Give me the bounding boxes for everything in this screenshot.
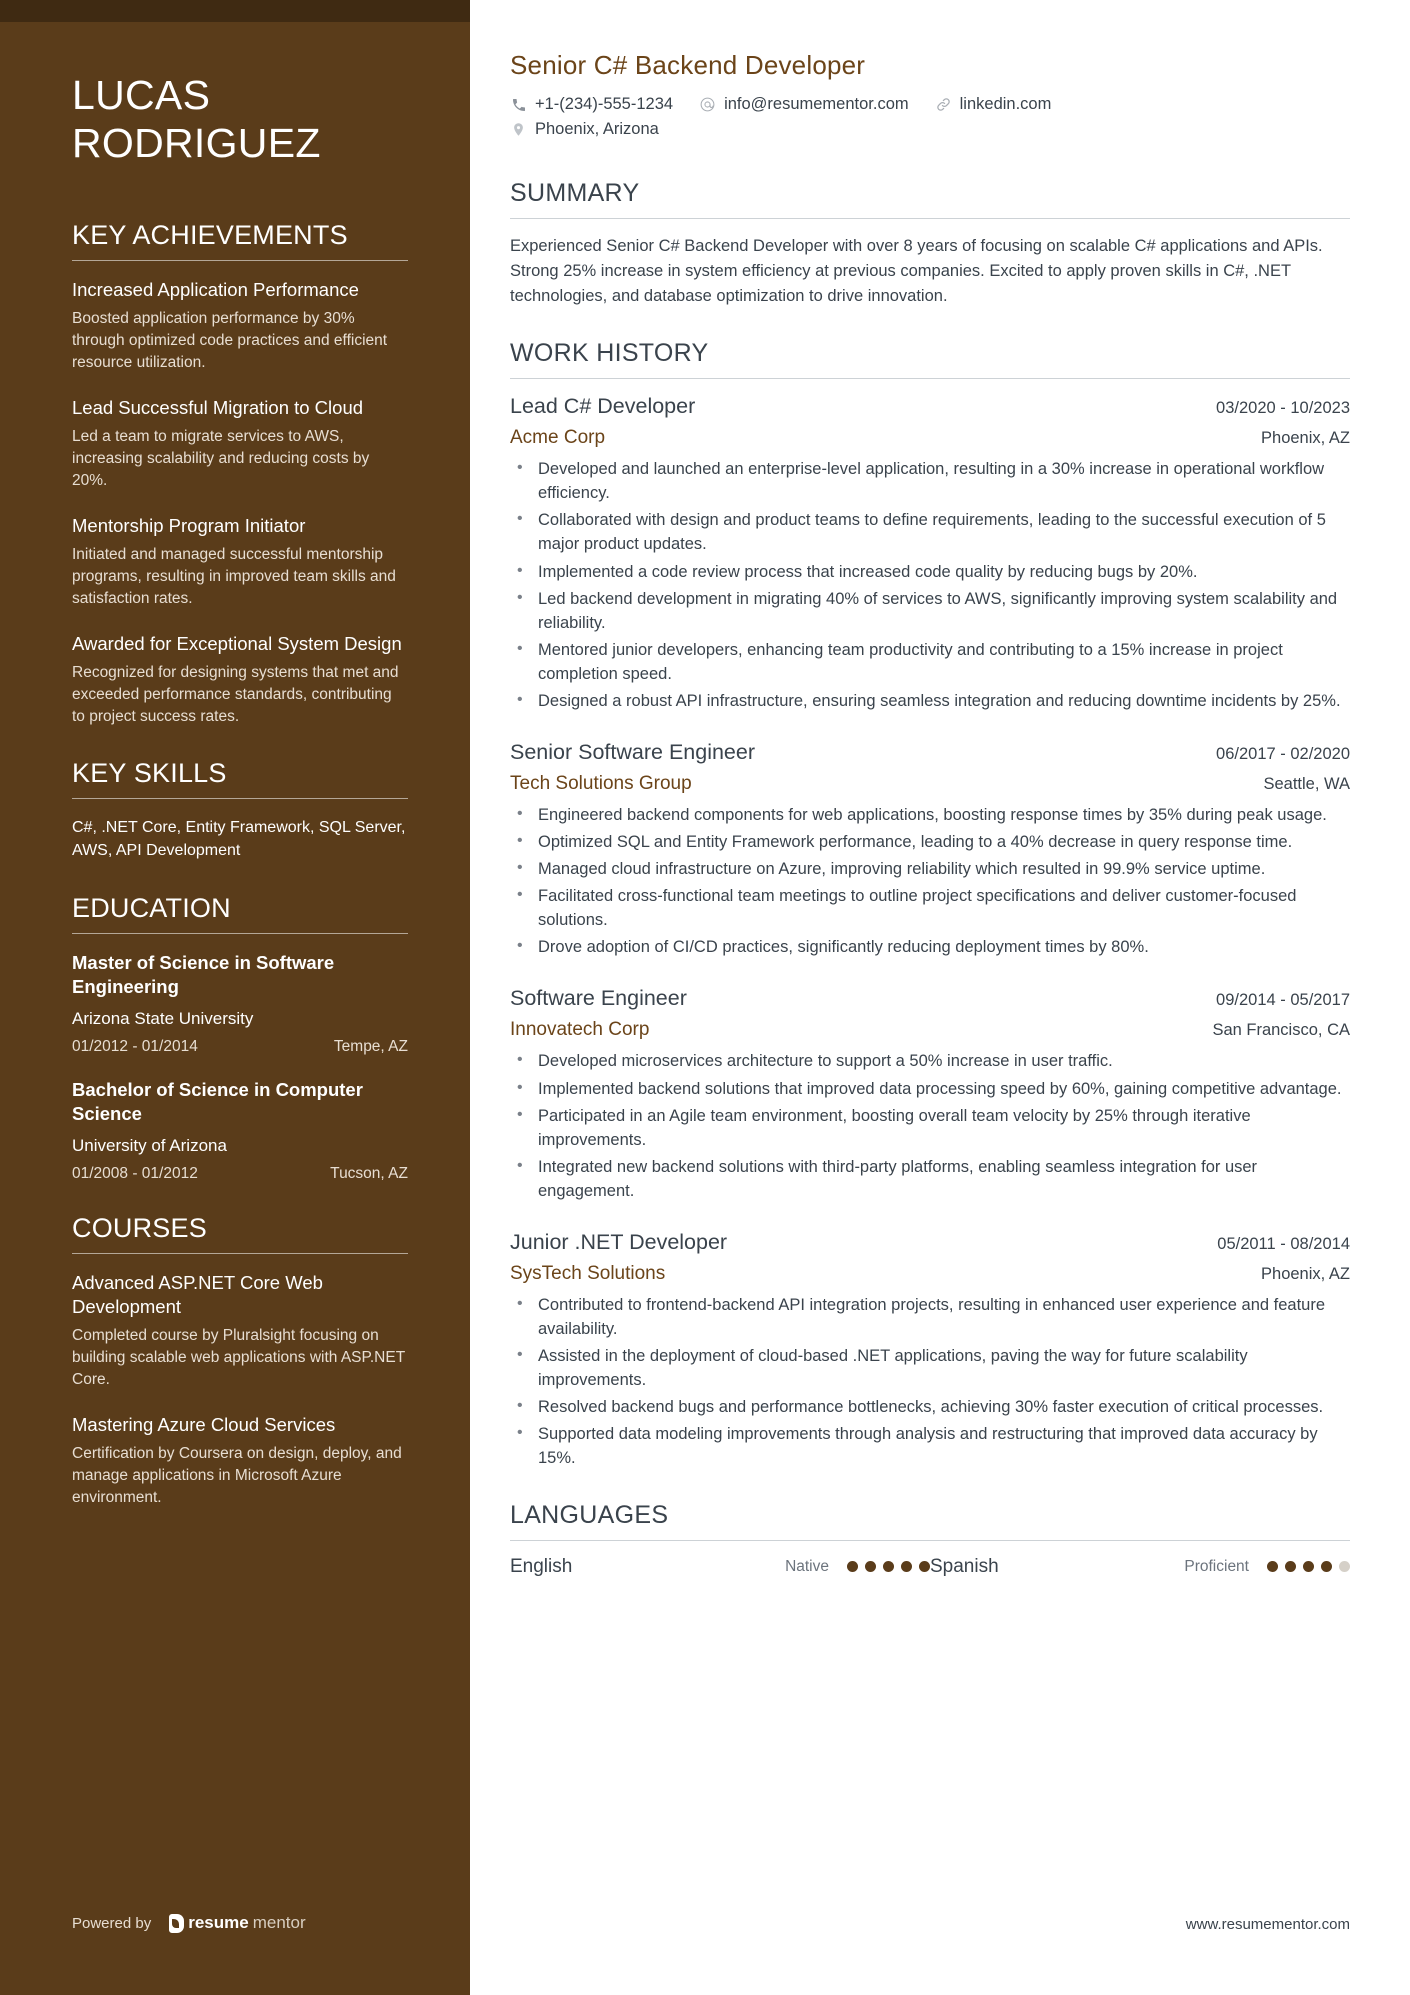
rating-dot (1285, 1561, 1296, 1572)
education-location: Tempe, AZ (333, 1037, 408, 1055)
education-item (72, 1078, 408, 1183)
contact-phone-text: +1-(234)-555-1234 (535, 95, 674, 113)
contact-link-text: linkedin.com (959, 95, 1052, 113)
contact-email[interactable] (699, 95, 909, 114)
rating-dot (847, 1561, 858, 1572)
job-bullet: • Optimized SQL and Entity Framework performance, leading to a 40% decrease in query response time. (510, 830, 1350, 854)
job-bullet: • Managed cloud infrastructure on Azure, improving reliability which resulted in 99.9% service uptime. (510, 857, 1350, 881)
at-icon (699, 96, 716, 113)
achievement-description: Initiated and managed successful mentorship programs, resulting in improved team skills and satisfaction rates. (72, 546, 396, 608)
job-bullet: • Engineered backend components for web applications, boosting response times by 35% during peak usage. (510, 803, 1350, 827)
achievement-item (72, 278, 408, 374)
job-bullet: • Designed a robust API infrastructure, ensuring seamless integration and reducing downtime incidents by 25%. (510, 689, 1350, 713)
rating-dot (865, 1561, 876, 1572)
headline-job-title: Senior C# Backend Developer (510, 50, 866, 80)
rating-dot (1267, 1561, 1278, 1572)
main-content (470, 0, 1410, 1995)
education-degree: Bachelor of Science in Computer Science (72, 1078, 363, 1124)
achievement-title: Awarded for Exceptional System Design (72, 633, 402, 655)
language-name: Spanish (930, 1555, 999, 1577)
brand-name-bold: resume (188, 1913, 249, 1932)
map-pin-icon (510, 121, 527, 138)
rating-dot (883, 1561, 894, 1572)
section-title-key-achievements: KEY ACHIEVEMENTS (72, 219, 348, 250)
job-position: Junior .NET Developer (510, 1229, 728, 1254)
job-company: Acme Corp (510, 427, 606, 449)
rating-dot (1339, 1561, 1350, 1572)
education-degree: Master of Science in Software Engineering (72, 951, 335, 997)
work-history-item (510, 740, 1350, 959)
job-company: Tech Solutions Group (510, 773, 692, 795)
footer-website: www.resumementor.com (1185, 1916, 1350, 1933)
education-meta (72, 1165, 408, 1183)
course-title: Mastering Azure Cloud Services (72, 1413, 336, 1435)
job-bullet: • Collaborated with design and product teams to define requirements, leading to the successful execution of 5 major product updates. (510, 508, 1350, 556)
section-title-education: EDUCATION (72, 892, 231, 923)
achievement-title: Increased Application Performance (72, 278, 359, 300)
job-location: Seattle, WA (1263, 775, 1350, 794)
powered-by-block (72, 1913, 306, 1933)
language-name: English (510, 1555, 573, 1577)
rating-dot (919, 1561, 930, 1572)
language-rating-dots (1267, 1561, 1350, 1572)
sidebar-top-strip (0, 0, 470, 22)
education-location: Tucson, AZ (330, 1164, 408, 1182)
sidebar (0, 0, 470, 1995)
job-subheader (510, 1019, 1350, 1041)
powered-by-label: Powered by (72, 1914, 152, 1932)
job-header (510, 740, 1350, 765)
job-bullet: • Developed microservices architecture to support a 50% increase in user traffic. (510, 1049, 1350, 1073)
education-school: University of Arizona (72, 1135, 227, 1155)
course-description: Certification by Coursera on design, deploy, and manage applications in Microsoft Azure environment. (72, 1444, 402, 1506)
course-item (72, 1413, 408, 1509)
key-achievements-list (72, 278, 408, 728)
job-bullet: • Supported data modeling improvements through analysis and restructuring that improved data accuracy by 15%. (510, 1422, 1350, 1470)
resumementor-logo (169, 1913, 305, 1933)
job-location: Phoenix, AZ (1261, 1264, 1350, 1283)
contact-line-2 (510, 120, 1350, 139)
contact-phone[interactable] (510, 95, 673, 114)
language-item (930, 1556, 1350, 1578)
job-header (510, 394, 1350, 419)
job-subheader (510, 427, 1350, 449)
contact-location (510, 120, 659, 139)
link-icon (935, 96, 952, 113)
achievement-item (72, 632, 408, 728)
contact-info (510, 95, 1350, 139)
contact-location-text: Phoenix, Arizona (535, 120, 659, 138)
job-bullet: • Facilitated cross-functional team meetings to outline project specifications and deliver customer-focused solutions. (510, 884, 1350, 932)
job-bullet-list (510, 1049, 1350, 1202)
education-item (72, 951, 408, 1056)
education-list (72, 951, 408, 1183)
language-rating-dots (847, 1561, 930, 1572)
achievement-description: Recognized for designing systems that met and exceeded performance standards, contributing to project success rates. (72, 664, 399, 726)
contact-line-1 (510, 95, 1350, 114)
summary-text: Experienced Senior C# Backend Developer with over 8 years of focusing on scalable C# applications and APIs. Strong 25% increase in system efficiency at previous companies. Excited to apply proven skills in C#, .NET technologies, and database optimization to drive innovation. (510, 237, 1323, 306)
divider (72, 798, 408, 799)
achievement-title: Lead Successful Migration to Cloud (72, 396, 364, 418)
education-dates: 01/2008 - 01/2012 (72, 1164, 198, 1182)
job-bullet: • Developed and launched an enterprise-level application, resulting in a 30% increase in operational workflow efficiency. (510, 457, 1350, 505)
job-bullet: • Assisted in the deployment of cloud-based .NET applications, paving the way for future scalability improvements. (510, 1344, 1350, 1392)
section-title-languages: LANGUAGES (510, 1500, 669, 1529)
job-location: San Francisco, CA (1212, 1021, 1350, 1040)
section-title-key-skills: KEY SKILLS (72, 758, 227, 789)
job-dates: 05/2011 - 08/2014 (1217, 1234, 1350, 1253)
job-position: Software Engineer (510, 986, 687, 1011)
job-header (510, 986, 1350, 1011)
language-level: Proficient (1184, 1557, 1249, 1575)
language-item (510, 1556, 930, 1578)
achievement-title: Mentorship Program Initiator (72, 515, 306, 537)
education-school: Arizona State University (72, 1008, 254, 1028)
job-bullet: • Participated in an Agile team environment, boosting overall team velocity by 25% through iterative improvements. (510, 1104, 1350, 1152)
section-title-courses: COURSES (72, 1212, 207, 1243)
rating-dot (901, 1561, 912, 1572)
section-title-summary: SUMMARY (510, 179, 640, 207)
job-bullet: • Led backend development in migrating 40% of services to AWS, significantly improving system scalability and reliability. (510, 587, 1350, 635)
divider (72, 1253, 408, 1254)
candidate-last-name: RODRIGUEZ (72, 119, 321, 166)
education-meta (72, 1038, 408, 1056)
job-company: Innovatech Corp (510, 1019, 650, 1041)
divider (72, 260, 408, 261)
education-dates: 01/2012 - 01/2014 (72, 1037, 198, 1055)
section-title-work-history: WORK HISTORY (510, 339, 709, 368)
divider (510, 218, 1350, 219)
job-position: Lead C# Developer (510, 394, 696, 419)
courses-list (72, 1271, 408, 1509)
job-bullet: • Mentored junior developers, enhancing team productivity and contributing to a 15% increase in project completion speed. (510, 638, 1350, 686)
job-bullet: • Resolved backend bugs and performance bottlenecks, achieving 30% faster execution of critical processes. (510, 1395, 1350, 1419)
job-dates: 03/2020 - 10/2023 (1216, 399, 1350, 418)
contact-link[interactable] (935, 95, 1052, 114)
job-position: Senior Software Engineer (510, 740, 756, 765)
candidate-first-name: LUCAS (72, 72, 211, 118)
job-bullet: • Contributed to frontend-backend API integration projects, resulting in enhanced user experience and feature availability. (510, 1293, 1350, 1341)
phone-icon (510, 96, 527, 113)
course-title: Advanced ASP.NET Core Web Development (72, 1271, 323, 1317)
rating-dot (1303, 1561, 1314, 1572)
brand-name-light: mentor (252, 1913, 306, 1932)
divider (72, 933, 408, 934)
key-skills-text: C#, .NET Core, Entity Framework, SQL Server, AWS, API Development (72, 819, 406, 860)
work-history-item (510, 394, 1350, 713)
languages-row (510, 1556, 1350, 1578)
job-bullet: • Implemented a code review process that increased code quality by reducing bugs by 20%. (510, 560, 1350, 584)
work-history-item (510, 986, 1350, 1202)
job-bullet: • Integrated new backend solutions with third-party platforms, enabling seamless integration for user engagement. (510, 1155, 1350, 1203)
work-history-list (510, 394, 1350, 1470)
course-description: Completed course by Pluralsight focusing on building scalable web applications with ASP.NET Core. (72, 1326, 405, 1388)
achievement-description: Boosted application performance by 30% through optimized code practices and efficient resource utilization. (72, 309, 388, 371)
work-history-item (510, 1230, 1350, 1471)
achievement-item (72, 514, 408, 610)
job-company: SysTech Solutions (510, 1262, 666, 1284)
contact-email-text: info@resumementor.com (724, 95, 909, 113)
job-bullet-list (510, 457, 1350, 713)
job-location: Phoenix, AZ (1261, 429, 1350, 448)
job-subheader (510, 773, 1350, 795)
course-item (72, 1271, 408, 1391)
resumementor-mark-icon (169, 1914, 184, 1933)
job-dates: 09/2014 - 05/2017 (1216, 991, 1350, 1010)
achievement-description: Led a team to migrate services to AWS, increasing scalability and reducing costs by 20%. (72, 428, 370, 490)
achievement-item (72, 396, 408, 492)
job-bullet-list (510, 803, 1350, 959)
language-level: Native (785, 1557, 829, 1575)
job-header (510, 1230, 1350, 1255)
rating-dot (1321, 1561, 1332, 1572)
job-bullet-list (510, 1293, 1350, 1471)
candidate-name (72, 72, 408, 168)
job-dates: 06/2017 - 02/2020 (1216, 745, 1350, 764)
job-subheader (510, 1263, 1350, 1285)
job-bullet: • Implemented backend solutions that improved data processing speed by 60%, gaining competitive advantage. (510, 1077, 1350, 1101)
divider (510, 1540, 1350, 1541)
divider (510, 378, 1350, 379)
job-bullet: • Drove adoption of CI/CD practices, significantly reducing deployment times by 80%. (510, 935, 1350, 959)
